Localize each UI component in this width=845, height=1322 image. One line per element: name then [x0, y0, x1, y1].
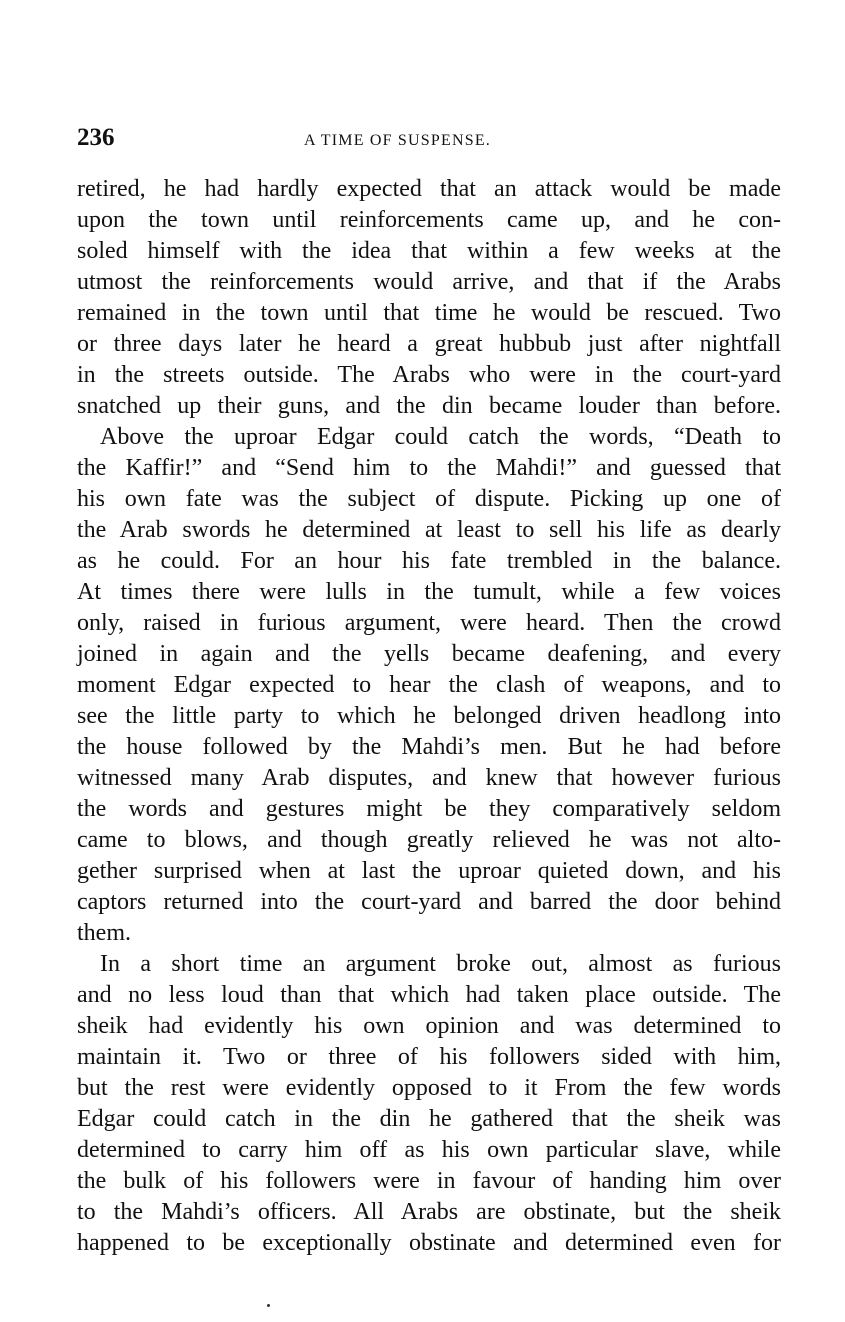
text-line: the Arab swords he determined at least to sell his life as dearly — [77, 517, 781, 543]
text-line: the house followed by the Mahdi’s men. But he had before — [77, 734, 781, 760]
text-line: happened to be exceptionally obstinate and determined even for — [77, 1230, 781, 1256]
text-line: utmost the reinforcements would arrive, and that if the Arabs — [77, 269, 781, 295]
text-line: Above the uproar Edgar could catch the words, “Death to — [100, 424, 781, 450]
text-line: retired, he had hardly expected that an attack would be made — [77, 176, 781, 202]
text-line: gether surprised when at last the uproar quieted down, and his — [77, 858, 781, 884]
text-line: in the streets outside. The Arabs who were in the court-yard — [77, 362, 781, 388]
text-line: In a short time an argument broke out, almost as furious — [100, 951, 781, 977]
text-line: moment Edgar expected to hear the clash of weapons, and to — [77, 672, 781, 698]
text-line: the bulk of his followers were in favour of handing him over — [77, 1168, 781, 1194]
text-line: his own fate was the subject of dispute. Picking up one of — [77, 486, 781, 512]
text-line: soled himself with the idea that within a few weeks at the — [77, 238, 781, 264]
text-line: upon the town until reinforcements came up, and he con- — [77, 207, 781, 233]
text-line: At times there were lulls in the tumult, while a few voices — [77, 579, 781, 605]
text-line: joined in again and the yells became deafening, and every — [77, 641, 781, 667]
text-line: see the little party to which he belonged driven headlong into — [77, 703, 781, 729]
paragraph — [77, 949, 781, 1259]
text-line: or three days later he heard a great hubbub just after nightfall — [77, 331, 781, 357]
text-line: determined to carry him off as his own particular slave, while — [77, 1137, 781, 1163]
text-line: Edgar could catch in the din he gathered that the sheik was — [77, 1106, 781, 1132]
text-line: remained in the town until that time he would be rescued. Two — [77, 300, 781, 326]
text-line: witnessed many Arab disputes, and knew that however furious — [77, 765, 781, 791]
text-line: the words and gestures might be they comparatively seldom — [77, 796, 781, 822]
page-speck — [267, 1304, 270, 1307]
text-line: and no less loud than that which had taken place outside. The — [77, 982, 781, 1008]
text-line: sheik had evidently his own opinion and was determined to — [77, 1013, 781, 1039]
paragraph — [77, 174, 781, 422]
text-line: the Kaffir!” and “Send him to the Mahdi!” and guessed that — [77, 455, 781, 481]
text-line: but the rest were evidently opposed to it From the few words — [77, 1075, 781, 1101]
paragraph — [77, 422, 781, 949]
page-number: 236 — [77, 124, 115, 151]
text-line: came to blows, and though greatly relieved he was not alto- — [77, 827, 781, 853]
body-text — [77, 174, 781, 1259]
text-line: maintain it. Two or three of his followers sided with him, — [77, 1044, 781, 1070]
text-line: only, raised in furious argument, were heard. Then the crowd — [77, 610, 781, 636]
text-line: to the Mahdi’s officers. All Arabs are obstinate, but the sheik — [77, 1199, 781, 1225]
running-title: A TIME OF SUSPENSE. — [304, 132, 491, 149]
text-line: captors returned into the court-yard and barred the door behind — [77, 889, 781, 915]
text-line: them. — [77, 920, 131, 946]
text-line: as he could. For an hour his fate trembled in the balance. — [77, 548, 781, 574]
text-line: snatched up their guns, and the din became louder than before. — [77, 393, 781, 419]
